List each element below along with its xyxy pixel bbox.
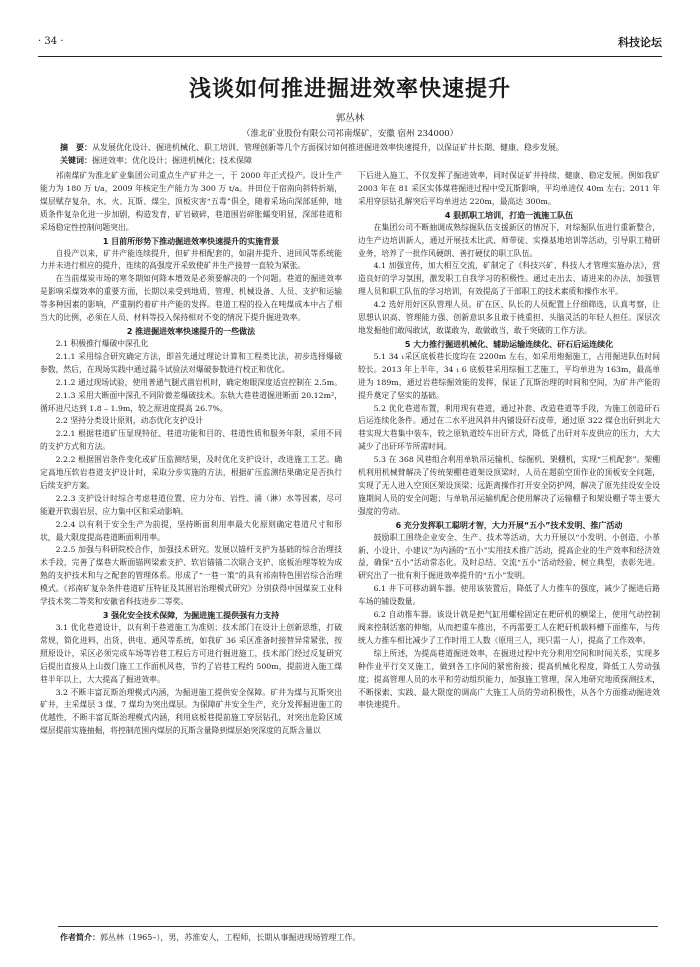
- section-heading: 6 充分发挥职工聪明才智，大力开展“五小”技术发明、推广活动: [395, 520, 623, 530]
- body-paragraph: 综上所述，为提高巷道掘进效率，在掘进过程中充分利用空间和时间关系，实现多种作业平行交叉施工，做到各工序间的紧密衔接；提高机械化程度，降低工人劳动强度；提高管理人员的水平和劳动组织能力，加强施工管理，深入地研究地质探测技术，不断探索、实践、最大限度的调高广大施工人员的劳动积极性，从各个方面推动掘进效率快速提升。: [358, 648, 660, 710]
- body-column-left: [40, 170, 342, 738]
- author-name: 郭丛林: [335, 113, 365, 124]
- body-paragraph: 2.1.2 通过现场试验，使用普通气腿式凿岩机时，确定炮眼深度适宜控制在 2.5m。: [55, 377, 342, 387]
- author-affiliation: （淮北矿业股份有限公司祁南煤矿，安徽 宿州 234000）: [241, 129, 459, 139]
- article-title: 浅谈如何推进掘进效率快速提升: [188, 77, 511, 102]
- body-paragraph: 2.2.1 根据巷道矿压显现特征、巷道功能和目的、巷道性质和服务年限，采用不同的支护方式和方法。: [40, 429, 342, 452]
- footnote-rule: [58, 926, 658, 927]
- section-heading: 1 目前所形势下推动掘进效率快速提升的实施背景: [102, 236, 280, 246]
- journal-column-name: 科技论坛: [618, 36, 662, 49]
- body-paragraph: 2.2.3 支护设计时综合考虑巷道位置、应力分布、岩性、涌（淋）水等因素，尽可能避开软弱岩层、应力集中区和采动影响。: [40, 493, 342, 516]
- body-paragraph: 5.3 在 368 风巷组合利用单轨吊运输机、综掘机、架棚机，实现“三机配套”。架棚机利用机械臂解决了传统架棚巷道架设顶梁时，人员在超前空顶作业的顶板安全问题，实现了无人进入空顶区架设顶梁；远距离操作打开安全防护网，解决了原先挂设安全设施期间人员的安全问题；与单轨吊运输机配合使用解决了运输棚子和架设棚子等主要大强度的劳动。: [358, 455, 660, 516]
- body-paragraph: 2.2.2 根据围岩条件变化或矿压监测结果，及时优化支护设计，改进施工工艺。确定高地压软岩巷道支护设计时，采取分步实施的方法，根据矿压监测结果确定是否执行后续支护方案。: [40, 455, 342, 490]
- body-paragraph: 在集团公司不断抽调成熟综掘队伍支援新区的情况下，对综掘队伍进行重新整合，边生产边培训新人，通过开展技术比武、师带徒、实操基地培训等活动，引导职工精研业务，培养了一批作风硬朗、善打硬仗的职工队伍。: [358, 222, 660, 258]
- header-rule: [38, 56, 662, 57]
- body-paragraph: 6.1 井下可移动调车器。使用该装置后，降低了人力推车的强度，减少了掘进后路车场的铺设数量。: [358, 584, 660, 607]
- body-paragraph: 5.1 34 ₁采区底板巷长度均在 2200m 左右，如采用炮掘施工，占用掘进队伍时间较长。2013 年上半年，34 ₁ 6 底板巷采用综掘工艺施工，平均单进为 163m，最高单进为 189m，通过岩巷综掘效能的发挥，保证了瓦斯治理的时间和空间，为矿井产能的提升奠定了坚实的基础。: [358, 351, 660, 400]
- abstract-line: [60, 141, 640, 154]
- section-heading: 2.2 坚持分类设计原则，动态优化支护设计: [55, 416, 204, 426]
- body-paragraph: 3.1 优化巷道设计，以有利于巷道施工为准则；技术部门在设计上创新思维，打破常规，简化进料、出货、供电、通风等系统，如我矿 36 采区准备时接替异常紧张，按照原设计，采区必须完成车场等岩巷工程后方可进行掘进施工，技术部门经过反复研究后提出直接从上山拨门施工工作面机风巷，节约了岩巷工程约 500m，提前进入施工煤巷半年以上，大大提高了掘进效率。: [40, 623, 342, 684]
- body-column-right: [358, 170, 660, 712]
- abstract-label: 摘 要：: [60, 143, 92, 152]
- body-paragraph: 在当前煤炭市场的寒冬期如何降本增效是必须要解决的一个问题。巷道的掘进效率是影响采煤效率的重要方面，长期以来受到地质、管理、机械设备、人员、支护和运输等多种因素的影响，严重制约着矿井产能的发挥。巷道工程的投入在吨煤成本中占了相当大的比例，必须在人员、材料等投入保持相对不变的情况下提升掘进效率。: [40, 274, 342, 323]
- body-paragraph: 下后进入施工，不仅发挥了掘进效率，同时保证矿井持续、健康、稳定发展。例如我矿 2003 年在 81 采区实体煤巷掘进过程中受瓦斯影响，平均单进仅 40m 左右；2011 年采用穿层钻孔解突后平均单进达 220m，最高达 300m。: [358, 171, 660, 206]
- section-heading: 2.1 积极推行爆破中深孔化: [55, 338, 149, 348]
- body-paragraph: 5.2 优化巷道布置，利用现有巷道，通过补套、改造巷道等手段，为施工创造矸石后运连续化条件。通过在二水平进风斜井内铺设矸石皮带，通过原 322 煤仓出矸到北大巷实现大巷集中装车，较之原轨道绞车出矸方式，降低了出矸对车皮供应的压力，大大减少了出矸环节所需时间。: [358, 403, 660, 452]
- section-heading: 5 大力推行掘进机械化、辅助运输连续化、矸石后运连续化: [404, 339, 614, 349]
- footnote-text: 郭丛林（1965–），男，苏淮安人，工程师，长期从事掘进现场管理工作。: [100, 933, 361, 942]
- section-heading: 4 狠抓职工培训，打造一流施工队伍: [444, 210, 574, 220]
- abstract-text: 从发展优化设计、掘进机械化、职工培训、管理创新等几个方面探讨如何推进掘进效率快速提升，以保证矿井长期、健康、稳步发展。: [92, 143, 564, 152]
- author-bio-footnote: [60, 932, 360, 943]
- body-paragraph: 鼓励职工围绕企业安全、生产、技术等活动，大力开展以“小发明、小创造、小革新、小设计、小建议”为内涵的“五小”实用技术推广活动，提高企业的生产效率和经济效益，确保“五小”活动常态化。及时总结、交流“五小”活动经验，树立典型，表彰先进。研究出了一批有利于掘进效率提升的“五小”发明。: [358, 532, 660, 581]
- body-paragraph: 3.2 不断丰富瓦斯治理模式内涵，为掘进施工提供安全保障。矿井为煤与瓦斯突出矿井，主采煤层 3 煤、7 煤均为突出煤层。为保障矿井安全生产，充分发挥掘进施工的优越性，不断丰富瓦斯治理模式内涵，利用底板巷提前施工穿层钻孔，对突出危险区域煤层提前实施抽掘，将控制范围内煤层的瓦斯含量降到煤层始突深度的瓦斯含量以: [40, 687, 342, 736]
- section-heading: 2 推进掘进效率快速提升的一些做法: [126, 326, 256, 336]
- body-paragraph: 2.2.5 加强与科研院校合作，加强技术研究。发展以锚杆支护为基础的综合治理技术手段，完善了煤巷大断面锚网梁索支护、软岩锚锚二次联合支护、底板治理等较为成熟的支护技术和与之配套的管理体系。形成了“一巷一策”的具有祁南特色围岩综合治理模式。《祁南矿复杂条件巷道矿压特征及其围岩治理模式研究》分别获得中国煤炭工业科学技术奖二等奖和安徽省科技进步二等奖。: [40, 545, 342, 607]
- body-paragraph: 2.2.4 以有利于安全生产为前提，坚持断面利用率最大化原则确定巷道尺寸和形状，最大限度提高巷道断面利用率。: [40, 519, 342, 542]
- keywords-text: 掘进效率；优化设计；掘进机械化；技术保障: [92, 156, 252, 165]
- abstract-block: [60, 141, 640, 167]
- body-paragraph: 6.2 自动推车器。该设计就是把气缸用螺栓固定在耙矸机的横梁上，使用气动控制阀来控制活塞的伸缩，从而把重车推出，不再需要工人在耙矸机载料槽下面推车，与传统人力推车相比减少了工作时用工人数（原用三人，现只需一人），提高了工作效率。: [358, 610, 660, 645]
- body-paragraph: 自投产以来，矿井产能连续提升，但矿井相配套的，如副井提升、进回风等系统能力并未进行相应的提升，连续的高强度开采致使矿井生产接替一直较为紧张。: [40, 248, 342, 271]
- footnote-label: 作者简介：: [60, 933, 100, 942]
- section-heading: 3 强化安全技术保障，为掘进施工提供强有力支持: [102, 611, 280, 620]
- body-paragraph: 2.1.3 采用大断面中深孔不同阶微差爆破技术。东轨大巷巷道掘进断面 20.12m²，循环进尺达到 1.8 – 1.9m，较之原进度提高 26.7%。: [40, 390, 342, 413]
- body-paragraph: 祁南煤矿为淮北矿业集团公司重点生产矿井之一，于 2000 年正式投产。设计生产能力为 180 万 t/a，2009 年核定生产能力为 300 万 t/a。井田位于宿南向斜转折端，煤层赋存复杂，水、火、瓦斯、煤尘、顶板灾害“五毒”俱全，随着采场向深部延伸，地质条件复杂化进一步加剧，构造发育，矿岩破碎，巷道围岩碎胀蠕变明显，深部巷道和采场稳定性控制问题突出。: [40, 171, 342, 232]
- page-header: [38, 34, 662, 52]
- keywords-label: 关键词：: [60, 156, 92, 165]
- body-paragraph: 4.1 加强宣传，加大相互交流，矿制定了《科技兴矿、科技人才管理实施办法》，营造良好的学习氛围，激发职工自我学习的积极性。通过走出去、请进来的办法，加强管理人员和职工队伍的学习培训，有效提高了干部职工的技术素质和操作水平。: [358, 261, 660, 297]
- page-number: · 34 ·: [38, 36, 64, 47]
- keywords-line: [60, 154, 640, 167]
- body-paragraph: 2.1.1 采用综合研究确定方法，即首先通过理论计算和工程类比法，初步选择爆破参数，然后，在现场实践中通过漏斗试验法对爆破参数进行校正和优化。: [40, 351, 342, 374]
- body-paragraph: 4.2 选好用好区队管理人员。矿在区、队长的人员配置上仔细筛选，认真考察，让思想认识高、管理能力强、创新意识多且敢于挑重担、头脑灵活的年轻人担任。深层次地发掘他们敢闯敢试，敢谋敢为，敢做敢当，敢于突破的工作方法。: [358, 300, 660, 335]
